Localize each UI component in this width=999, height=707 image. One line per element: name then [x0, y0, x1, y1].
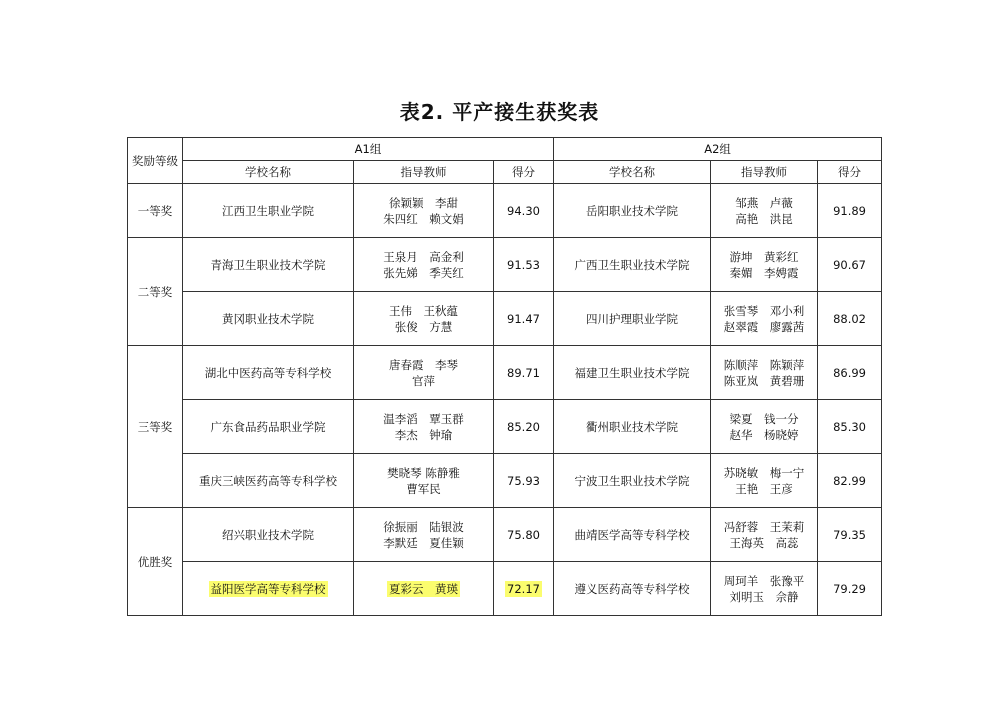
level-cell: 二等奖: [128, 238, 183, 346]
group-a1-header: A1组: [183, 138, 554, 161]
a2-school-cell: 福建卫生职业技术学院: [554, 346, 711, 400]
a1-school-cell: 青海卫生职业技术学院: [183, 238, 354, 292]
table-row: [128, 346, 882, 400]
highlighted-score: 72.17: [507, 581, 540, 596]
a1-teacher-header: 指导教师: [354, 161, 494, 184]
table-row: [128, 292, 882, 346]
a2-teacher-header: 指导教师: [711, 161, 818, 184]
a2-score-cell: 85.30: [818, 400, 882, 454]
table-row: [128, 184, 882, 238]
a1-score-cell: 89.71: [494, 346, 554, 400]
level-cell: 一等奖: [128, 184, 183, 238]
a2-score-cell: 86.99: [818, 346, 882, 400]
a2-teacher-cell: 苏晓敏 梅一宁 王艳 王彦: [711, 454, 818, 508]
a1-teacher-cell: 徐颖颖 李甜 朱四红 赖文娟: [354, 184, 494, 238]
a2-school-cell: 岳阳职业技术学院: [554, 184, 711, 238]
a2-score-cell: 82.99: [818, 454, 882, 508]
a2-school-cell: 曲靖医学高等专科学校: [554, 508, 711, 562]
a1-school-header: 学校名称: [183, 161, 354, 184]
a1-score-cell: 85.20: [494, 400, 554, 454]
group-a2-header: A2组: [554, 138, 882, 161]
a1-teacher-cell: 王泉月 高金利 张先娣 季芙红: [354, 238, 494, 292]
a2-teacher-cell: 游坤 黄彩红 秦媚 李娉霞: [711, 238, 818, 292]
level-cell: 三等奖: [128, 346, 183, 508]
highlighted-school: 益阳医学高等专科学校: [210, 581, 326, 596]
a1-school-cell: 绍兴职业技术学院: [183, 508, 354, 562]
a1-teacher-cell: [354, 562, 494, 616]
a2-school-cell: 遵义医药高等专科学校: [554, 562, 711, 616]
a1-teacher-cell: 唐春霞 李琴 官萍: [354, 346, 494, 400]
a1-teacher-cell: 温李滔 覃玉群 李杰 钟瑜: [354, 400, 494, 454]
a2-school-cell: 广西卫生职业技术学院: [554, 238, 711, 292]
table-row: [128, 508, 882, 562]
a2-school-cell: 四川护理职业学院: [554, 292, 711, 346]
a2-score-cell: 91.89: [818, 184, 882, 238]
a2-teacher-cell: 梁夏 钱一分 赵华 杨晓婷: [711, 400, 818, 454]
a1-teacher-cell: 王伟 王秋蕴 张俊 方慧: [354, 292, 494, 346]
a1-score-cell: 94.30: [494, 184, 554, 238]
a2-teacher-cell: 周珂羊 张豫平 刘明玉 佘静: [711, 562, 818, 616]
a2-school-cell: 宁波卫生职业技术学院: [554, 454, 711, 508]
a2-school-header: 学校名称: [554, 161, 711, 184]
page-title: 表2. 平产接生获奖表: [399, 100, 600, 124]
a1-school-cell: 重庆三峡医药高等专科学校: [183, 454, 354, 508]
a2-score-cell: 88.02: [818, 292, 882, 346]
header-row-groups: [128, 138, 882, 161]
header-row-columns: [128, 161, 882, 184]
a1-teacher-cell: 樊晓琴 陈静雅 曹军民: [354, 454, 494, 508]
a2-teacher-cell: 冯舒蓉 王茉莉 王海英 高蕊: [711, 508, 818, 562]
a2-teacher-cell: 邹燕 卢薇 高艳 洪昆: [711, 184, 818, 238]
a1-school-cell: 湖北中医药高等专科学校: [183, 346, 354, 400]
table-row: [128, 238, 882, 292]
awards-table: [127, 137, 882, 616]
a1-school-cell: 广东食品药品职业学院: [183, 400, 354, 454]
a1-score-header: 得分: [494, 161, 554, 184]
level-cell: 优胜奖: [128, 508, 183, 616]
a1-score-cell: 91.53: [494, 238, 554, 292]
a1-score-cell: 91.47: [494, 292, 554, 346]
a2-teacher-cell: 陈顺萍 陈颖萍 陈亚岚 黄碧珊: [711, 346, 818, 400]
a2-school-cell: 衢州职业技术学院: [554, 400, 711, 454]
a1-score-cell: 75.80: [494, 508, 554, 562]
highlighted-teachers: 夏彩云 黄瑛: [389, 581, 458, 596]
table-row: [128, 562, 882, 616]
level-header: 奖励等级: [128, 138, 183, 184]
a1-school-cell: 江西卫生职业学院: [183, 184, 354, 238]
a1-score-cell: 75.93: [494, 454, 554, 508]
a1-score-cell: [494, 562, 554, 616]
a1-school-cell: 黄冈职业技术学院: [183, 292, 354, 346]
a2-teacher-cell: 张雪琴 邓小利 赵翠霞 廖露茜: [711, 292, 818, 346]
a2-score-cell: 90.67: [818, 238, 882, 292]
a2-score-cell: 79.29: [818, 562, 882, 616]
a2-score-cell: 79.35: [818, 508, 882, 562]
a2-score-header: 得分: [818, 161, 882, 184]
a1-teacher-cell: 徐振丽 陆银波 李默廷 夏佳颖: [354, 508, 494, 562]
a1-school-cell: [183, 562, 354, 616]
table-row: [128, 454, 882, 508]
table-row: [128, 400, 882, 454]
